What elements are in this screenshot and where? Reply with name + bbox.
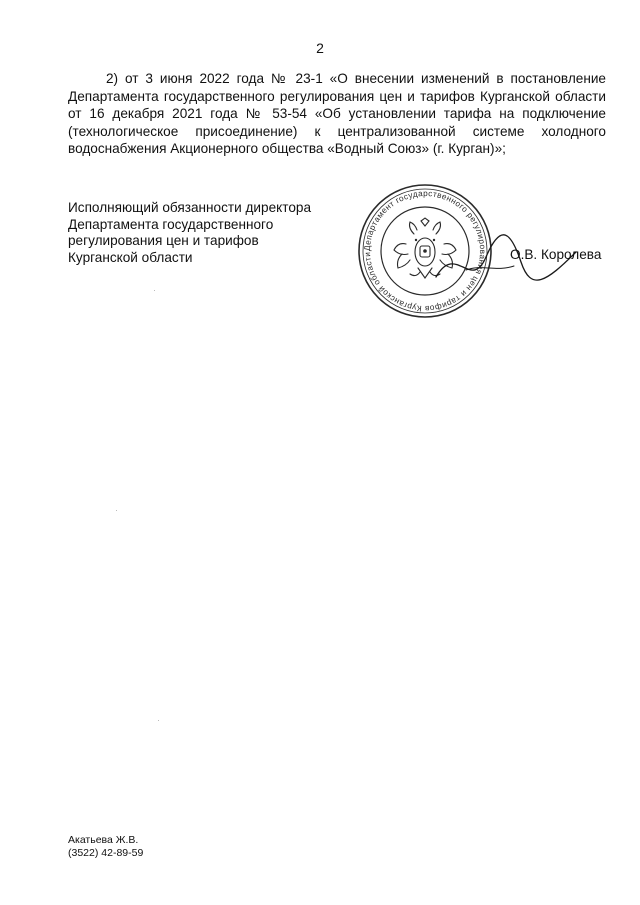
scan-speck bbox=[154, 290, 155, 291]
handwritten-signature-icon bbox=[426, 222, 586, 302]
footer-author: Акатьева Ж.В. bbox=[68, 834, 139, 846]
position-line-4: Курганской области bbox=[68, 249, 193, 265]
body-paragraph: 2) от 3 июня 2022 года № 23-1 «О внесении изменений в постановление Департамента государственного регулирования цен и тарифов Курганской области от 16 декабря 2021 года № 53-54 «Об установлении тарифа на подключение (технологическое присоединение) к централизованной системе холодного водоснабжения Акционерного общества «Водный Союз» (г. Курган)»; bbox=[68, 71, 606, 156]
signer-name: О.В. Королева bbox=[510, 247, 602, 262]
official-seal bbox=[356, 182, 494, 320]
scan-speck bbox=[158, 720, 159, 721]
signatory-position bbox=[68, 200, 338, 266]
seal-ring-text: Департамент государственного регулирования цен и тарифов Курганской области bbox=[362, 188, 488, 314]
scan-speck bbox=[116, 510, 117, 511]
page-number: 2 bbox=[316, 40, 324, 56]
position-line-3: регулирования цен и тарифов bbox=[68, 233, 259, 248]
footer-phone: (3522) 42-89-59 bbox=[68, 847, 144, 859]
position-line-1: Исполняющий обязанности директора bbox=[68, 200, 312, 215]
footer-contact bbox=[68, 834, 143, 860]
position-line-2: Департамента государственного bbox=[68, 216, 274, 232]
